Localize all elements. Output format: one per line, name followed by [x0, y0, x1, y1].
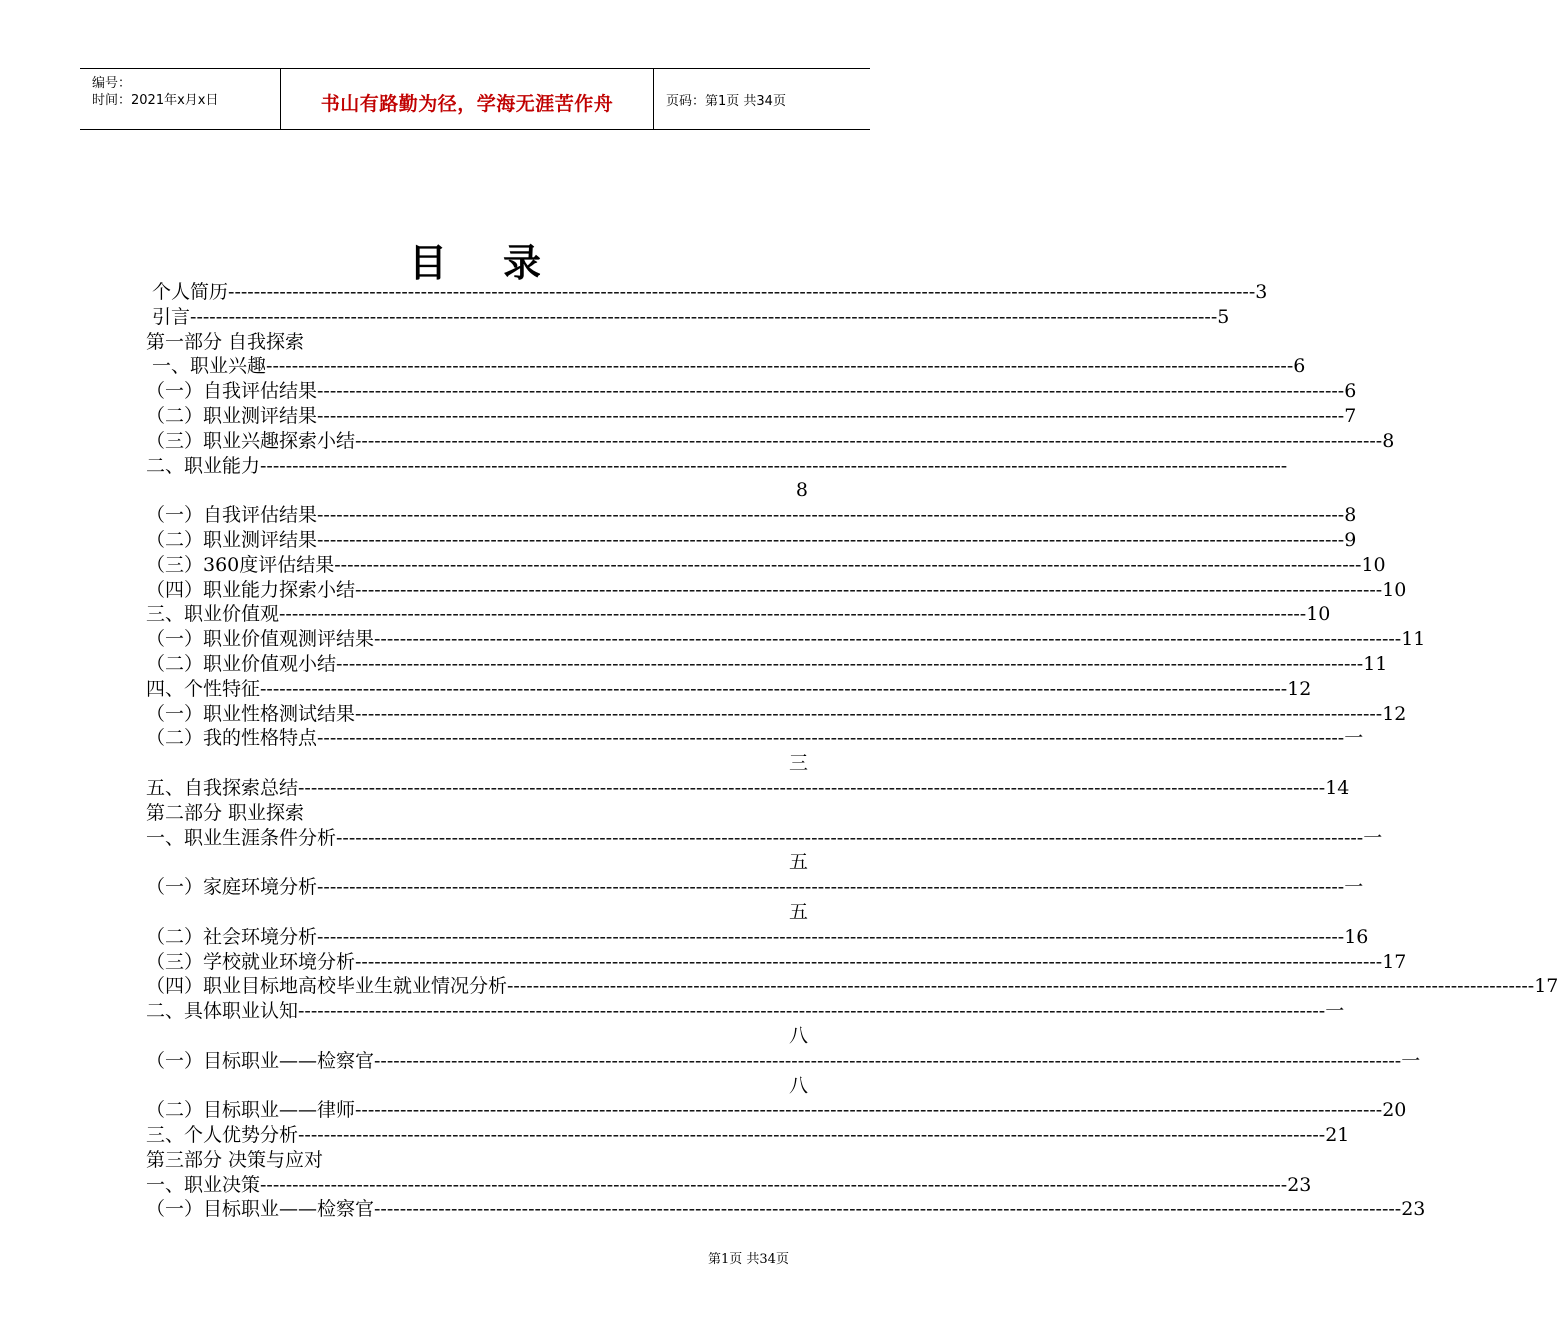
toc-entry[interactable]	[146, 404, 1357, 429]
toc-entry-page-continuation: 五	[788, 851, 808, 874]
page-header	[80, 68, 870, 130]
toc-entry[interactable]	[146, 602, 1331, 627]
toc-entry[interactable]	[146, 826, 1383, 851]
toc-leader-dashes: ----------------------------------------------------------------------------------------------------------------------------------------------------------------	[336, 652, 1364, 675]
toc-entry-label: （二）职业测评结果	[146, 404, 318, 427]
toc-entry-label: （一）自我评估结果	[146, 504, 318, 527]
toc-entry-page: 一	[1401, 1049, 1421, 1072]
toc-entry-label: （一）职业价值观测评结果	[146, 628, 375, 651]
toc-leader-dashes: ----------------------------------------------------------------------------------------------------------------------------------------------------------------	[317, 727, 1345, 750]
toc-entry-label: 五、自我探索总结	[146, 776, 299, 799]
toc-entry-page: 一	[1344, 876, 1364, 899]
toc-entry-page-continuation: 8	[795, 479, 808, 502]
toc-entry-label: （二）职业价值观小结	[146, 652, 337, 675]
toc-entry-page: 一	[1344, 727, 1364, 750]
toc-entry-page: 6	[1344, 380, 1357, 403]
toc-entry-page: 一	[1325, 1000, 1345, 1023]
toc-entry[interactable]	[146, 429, 1395, 454]
toc-entry-page: 8	[1344, 504, 1357, 527]
toc-entry[interactable]	[146, 305, 1230, 330]
toc-entry[interactable]	[146, 702, 1407, 727]
header-time-label: 时间：2021年x月x日	[92, 93, 219, 108]
toc-entry-page: 12	[1382, 702, 1407, 725]
toc-entry-label: （一）家庭环境分析	[146, 876, 318, 899]
toc-entry-page: 10	[1306, 603, 1331, 626]
toc-leader-dashes: ----------------------------------------------------------------------------------------------------------------------------------------------------------------	[355, 950, 1383, 973]
toc-leader-dashes: ----------------------------------------------------------------------------------------------------------------------------------------------------------------	[260, 677, 1288, 700]
toc-entry-page: 11	[1401, 628, 1426, 651]
toc-leader-dashes: ----------------------------------------------------------------------------------------------------------------------------------------------------------------	[317, 528, 1345, 551]
toc-leader-dashes: ----------------------------------------------------------------------------------------------------------------------------------------------------------------	[355, 1099, 1383, 1122]
toc-entry[interactable]	[146, 1049, 1421, 1074]
toc-leader-dashes: ----------------------------------------------------------------------------------------------------------------------------------------------------------------	[317, 380, 1345, 403]
toc-entry-page: 21	[1325, 1124, 1350, 1147]
toc-leader-dashes: ----------------------------------------------------------------------------------------------------------------------------------------------------------------	[355, 429, 1383, 452]
toc-entry[interactable]	[146, 578, 1407, 603]
toc-entry[interactable]	[146, 627, 1426, 652]
toc-entry[interactable]	[146, 677, 1312, 702]
toc-leader-dashes: ----------------------------------------------------------------------------------------------------------------------------------------------------------------	[298, 1000, 1326, 1023]
toc-entry[interactable]	[146, 801, 808, 826]
toc-entry-page-continuation: 三	[788, 752, 808, 775]
toc-entry-label: （二）目标职业——律师	[146, 1099, 356, 1122]
toc-entry-label: 一、职业生涯条件分析	[146, 826, 337, 849]
toc-entry-label: 第一部分 自我探索	[146, 330, 305, 353]
toc-entry-label: （四）职业能力探索小结	[146, 578, 356, 601]
toc-leader-dashes: ----------------------------------------------------------------------------------------------------------------------------------------------------------------	[228, 281, 1256, 303]
toc-entry[interactable]	[146, 950, 1407, 975]
toc-entry[interactable]	[146, 280, 1268, 305]
toc-entry[interactable]	[146, 503, 1357, 528]
toc-entry-page: 9	[1344, 528, 1357, 551]
toc-entry-page: 10	[1382, 578, 1407, 601]
toc-entry[interactable]	[146, 726, 1364, 751]
toc-leader-dashes: ----------------------------------------------------------------------------------------------------------------------------------------------------------------	[374, 1198, 1402, 1221]
toc-entry[interactable]	[146, 776, 1350, 801]
toc-entry-label: （一）目标职业——检察官	[146, 1049, 375, 1072]
toc-leader-dashes: ----------------------------------------------------------------------------------------------------------------------------------------------------------------	[279, 603, 1307, 626]
toc-entry-label: （二）社会环境分析	[146, 925, 318, 948]
toc-entry-page: 20	[1382, 1099, 1407, 1122]
toc-entry[interactable]	[146, 330, 808, 355]
toc-entry-page: 6	[1293, 355, 1306, 378]
toc-entry-label: （三）学校就业环境分析	[146, 950, 356, 973]
toc-leader-dashes: ----------------------------------------------------------------------------------------------------------------------------------------------------------------	[355, 578, 1383, 601]
toc-entry-page: 12	[1287, 677, 1312, 700]
toc-entry-label: （三）360度评估结果	[146, 553, 335, 576]
toc-entry-label: 第二部分 职业探索	[146, 801, 305, 824]
toc-entry-page-continuation: 八	[788, 1024, 808, 1047]
toc-entry[interactable]	[146, 1098, 1407, 1123]
toc-entry-page: 11	[1363, 652, 1388, 675]
toc-entry[interactable]	[146, 1148, 808, 1173]
toc-entry-label: 一、职业兴趣	[146, 355, 267, 378]
toc-entry[interactable]	[146, 652, 1388, 677]
toc-entry-page: 一	[1363, 826, 1383, 849]
table-of-contents	[146, 280, 1558, 1222]
toc-entry-label: 个人简历	[146, 281, 229, 303]
toc-entry-page: 23	[1287, 1173, 1312, 1196]
toc-entry[interactable]	[146, 1173, 1312, 1198]
toc-entry-label: （一）自我评估结果	[146, 380, 318, 403]
toc-leader-dashes: ----------------------------------------------------------------------------------------------------------------------------------------------------------------	[260, 454, 1288, 477]
toc-entry-label: （四）职业目标地高校毕业生就业情况分析	[146, 975, 508, 998]
toc-entry-page: 16	[1344, 925, 1369, 948]
toc-entry-page-continuation: 五	[788, 900, 808, 923]
toc-leader-dashes: ----------------------------------------------------------------------------------------------------------------------------------------------------------------	[507, 975, 1535, 998]
header-motto: 书山有路勤为径，学海无涯苦作舟	[320, 93, 614, 115]
toc-entry-label: 二、具体职业认知	[146, 1000, 299, 1023]
toc-entry[interactable]	[146, 925, 1369, 950]
toc-leader-dashes: ----------------------------------------------------------------------------------------------------------------------------------------------------------------	[317, 404, 1345, 427]
toc-entry-page: 10	[1361, 553, 1386, 576]
toc-entry-label: 二、职业能力	[146, 454, 261, 477]
toc-entry-page: 17	[1382, 950, 1407, 973]
toc-entry-label: 第三部分 决策与应对	[146, 1148, 324, 1171]
toc-leader-dashes: ----------------------------------------------------------------------------------------------------------------------------------------------------------------	[298, 1124, 1326, 1147]
toc-entry-label: （二）职业测评结果	[146, 528, 318, 551]
toc-leader-dashes: ----------------------------------------------------------------------------------------------------------------------------------------------------------------	[317, 876, 1345, 899]
toc-entry-label: （一）职业性格测试结果	[146, 702, 356, 725]
toc-entry-page: 17	[1534, 975, 1558, 998]
toc-leader-dashes: ----------------------------------------------------------------------------------------------------------------------------------------------------------------	[334, 553, 1362, 576]
toc-entry[interactable]	[146, 1123, 1350, 1148]
page-footer: 第1页 共34页	[708, 1252, 789, 1267]
toc-leader-dashes: ----------------------------------------------------------------------------------------------------------------------------------------------------------------	[317, 504, 1345, 527]
toc-entry-label: 三、职业价值观	[146, 603, 280, 626]
toc-entry-page: 7	[1344, 404, 1357, 427]
toc-entry[interactable]	[146, 1197, 1426, 1222]
toc-leader-dashes: ----------------------------------------------------------------------------------------------------------------------------------------------------------------	[355, 702, 1383, 725]
header-code-label: 编号：	[92, 76, 132, 91]
toc-entry-page: 23	[1401, 1198, 1426, 1221]
page-title: 目录	[408, 240, 597, 285]
toc-entry[interactable]	[146, 974, 1558, 999]
toc-entry[interactable]	[146, 553, 1386, 578]
toc-entry-page-continuation: 八	[788, 1074, 808, 1097]
toc-leader-dashes: ----------------------------------------------------------------------------------------------------------------------------------------------------------------	[317, 925, 1345, 948]
toc-entry-page: 3	[1255, 281, 1268, 303]
toc-entry-label: （二）我的性格特点	[146, 727, 318, 750]
toc-entry[interactable]	[146, 379, 1357, 404]
header-left-cell	[80, 69, 281, 129]
toc-entry-label: （三）职业兴趣探索小结	[146, 429, 356, 452]
toc-leader-dashes: ----------------------------------------------------------------------------------------------------------------------------------------------------------------	[374, 1049, 1402, 1072]
header-page-info: 页码：第1页 共34页	[666, 94, 786, 109]
toc-entry[interactable]	[146, 999, 1345, 1024]
toc-entry-label: （一）目标职业——检察官	[146, 1198, 375, 1221]
toc-entry-label: 引言	[146, 305, 191, 328]
toc-entry[interactable]	[146, 454, 1288, 479]
toc-entry-page: 5	[1217, 305, 1230, 328]
toc-leader-dashes: ----------------------------------------------------------------------------------------------------------------------------------------------------------------	[260, 1173, 1288, 1196]
header-right-cell	[654, 69, 870, 129]
toc-leader-dashes: ----------------------------------------------------------------------------------------------------------------------------------------------------------------	[266, 355, 1294, 378]
toc-leader-dashes: ----------------------------------------------------------------------------------------------------------------------------------------------------------------	[190, 305, 1218, 328]
toc-entry[interactable]	[146, 875, 1364, 900]
toc-entry-label: 一、职业决策	[146, 1173, 261, 1196]
toc-entry-label: 四、个性特征	[146, 677, 261, 700]
toc-entry-label: 三、个人优势分析	[146, 1124, 299, 1147]
toc-leader-dashes: ----------------------------------------------------------------------------------------------------------------------------------------------------------------	[336, 826, 1364, 849]
toc-entry[interactable]	[146, 354, 1306, 379]
toc-entry-page: 8	[1382, 429, 1395, 452]
header-middle-cell	[281, 69, 654, 129]
toc-entry[interactable]	[146, 528, 1357, 553]
toc-leader-dashes: ----------------------------------------------------------------------------------------------------------------------------------------------------------------	[298, 776, 1326, 799]
toc-entry-page: 14	[1325, 776, 1350, 799]
toc-leader-dashes: ----------------------------------------------------------------------------------------------------------------------------------------------------------------	[374, 628, 1402, 651]
